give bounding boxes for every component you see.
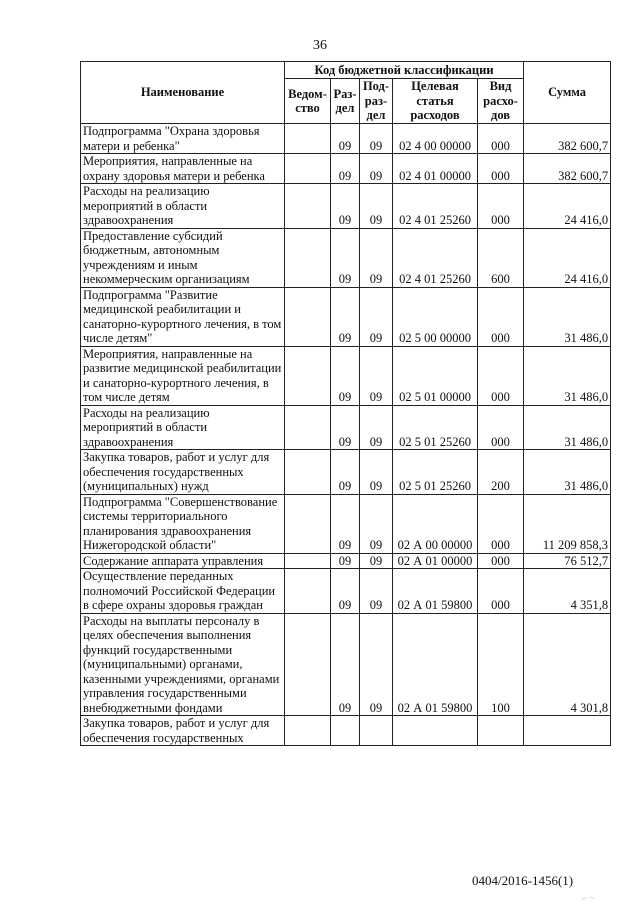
cell-subsection: 09 — [360, 346, 393, 405]
cell-type: 000 — [478, 154, 524, 184]
cell-subsection: 09 — [360, 154, 393, 184]
cell-type: 000 — [478, 494, 524, 553]
cell-target: 02 А 01 59800 — [393, 569, 478, 614]
table-row — [81, 613, 611, 716]
cell-dept — [285, 228, 331, 287]
cell-amount — [524, 716, 611, 746]
cell-dept — [285, 569, 331, 614]
cell-amount: 31 486,0 — [524, 287, 611, 346]
cell-target: 02 А 00 00000 — [393, 494, 478, 553]
table-row — [81, 494, 611, 553]
cell-subsection: 09 — [360, 553, 393, 569]
cell-amount: 31 486,0 — [524, 450, 611, 495]
budget-table — [80, 61, 611, 746]
table-row — [81, 716, 611, 746]
cell-section: 09 — [331, 287, 360, 346]
cell-target — [393, 716, 478, 746]
cell-type: 000 — [478, 405, 524, 450]
table-row — [81, 228, 611, 287]
cell-section: 09 — [331, 553, 360, 569]
cell-name: Закупка товаров, работ и услуг для обеспечения государственных — [81, 716, 285, 746]
cell-amount: 11 209 858,3 — [524, 494, 611, 553]
cell-amount: 76 512,7 — [524, 553, 611, 569]
cell-target: 02 4 01 25260 — [393, 184, 478, 229]
cell-amount: 24 416,0 — [524, 228, 611, 287]
cell-amount: 4 351,8 — [524, 569, 611, 614]
cell-type: 000 — [478, 569, 524, 614]
cell-section: 09 — [331, 569, 360, 614]
cell-name: Мероприятия, направленные на развитие медицинской реабилитации и санаторно-курортного лечения, в том числе детям — [81, 346, 285, 405]
cell-target: 02 А 01 00000 — [393, 553, 478, 569]
cell-subsection: 09 — [360, 228, 393, 287]
cell-name: Осуществление переданных полномочий Российской Федерации в сфере охраны здоровья граждан — [81, 569, 285, 614]
cell-subsection: 09 — [360, 184, 393, 229]
cell-dept — [285, 287, 331, 346]
cell-dept — [285, 405, 331, 450]
cell-subsection — [360, 716, 393, 746]
cell-section: 09 — [331, 154, 360, 184]
cell-subsection: 09 — [360, 569, 393, 614]
cell-type — [478, 716, 524, 746]
cell-name: Мероприятия, направленные на охрану здоровья матери и ребенка — [81, 154, 285, 184]
table-row — [81, 184, 611, 229]
cell-name: Подпрограмма "Охрана здоровья матери и ребенка" — [81, 124, 285, 154]
page-number: 36 — [313, 38, 327, 53]
table-row — [81, 346, 611, 405]
cell-dept — [285, 494, 331, 553]
table-row — [81, 124, 611, 154]
table-row — [81, 154, 611, 184]
cell-dept — [285, 450, 331, 495]
cell-section: 09 — [331, 346, 360, 405]
cell-dept — [285, 346, 331, 405]
cell-amount: 24 416,0 — [524, 184, 611, 229]
table-row — [81, 405, 611, 450]
cell-section: 09 — [331, 184, 360, 229]
cell-type: 100 — [478, 613, 524, 716]
table-body — [81, 124, 611, 746]
table-row — [81, 553, 611, 569]
cell-name: Расходы на выплаты персоналу в целях обеспечения выполнения функций государственными (муниципальными) органами, казенными учреждениями, органами управления государственными внебюджетными фондами — [81, 613, 285, 716]
cell-dept — [285, 613, 331, 716]
cell-amount: 382 600,7 — [524, 124, 611, 154]
header-name: Наименование — [81, 62, 285, 124]
cell-type: 000 — [478, 553, 524, 569]
cell-name: Подпрограмма "Развитие медицинской реабилитации и санаторно-курортного лечения, в том числе детям" — [81, 287, 285, 346]
cell-target: 02 5 00 00000 — [393, 287, 478, 346]
cell-name: Содержание аппарата управления — [81, 553, 285, 569]
cell-subsection: 09 — [360, 405, 393, 450]
cell-dept — [285, 124, 331, 154]
table-row — [81, 569, 611, 614]
cell-name: Подпрограмма "Совершенствование системы территориального планирования здравоохранения Нижегородской области" — [81, 494, 285, 553]
cell-type: 200 — [478, 450, 524, 495]
cell-target: 02 А 01 59800 — [393, 613, 478, 716]
cell-section: 09 — [331, 405, 360, 450]
header-target: Целевая статья расходов — [393, 79, 478, 124]
cell-target: 02 4 00 00000 — [393, 124, 478, 154]
cell-target: 02 5 01 00000 — [393, 346, 478, 405]
cell-section: 09 — [331, 124, 360, 154]
cell-section: 09 — [331, 494, 360, 553]
cell-subsection: 09 — [360, 613, 393, 716]
header-section: Раз-дел — [331, 79, 360, 124]
cell-target: 02 5 01 25260 — [393, 450, 478, 495]
cell-subsection: 09 — [360, 124, 393, 154]
cell-amount: 4 301,8 — [524, 613, 611, 716]
header-subsection: Под-раз-дел — [360, 79, 393, 124]
cell-name: Расходы на реализацию мероприятий в области здравоохранения — [81, 405, 285, 450]
cell-name: Закупка товаров, работ и услуг для обеспечения государственных (муниципальных) нужд — [81, 450, 285, 495]
cell-section — [331, 716, 360, 746]
cell-type: 000 — [478, 287, 524, 346]
cell-amount: 382 600,7 — [524, 154, 611, 184]
cell-section: 09 — [331, 613, 360, 716]
cell-dept — [285, 154, 331, 184]
header-amount: Сумма — [524, 62, 611, 124]
cell-section: 09 — [331, 228, 360, 287]
cell-amount: 31 486,0 — [524, 405, 611, 450]
cell-target: 02 4 01 25260 — [393, 228, 478, 287]
cell-type: 600 — [478, 228, 524, 287]
cell-type: 000 — [478, 124, 524, 154]
cell-section: 09 — [331, 450, 360, 495]
header-type: Вид расхо-дов — [478, 79, 524, 124]
cell-type: 000 — [478, 184, 524, 229]
cell-target: 02 5 01 25260 — [393, 405, 478, 450]
header-dept: Ведом-ство — [285, 79, 331, 124]
cell-subsection: 09 — [360, 450, 393, 495]
table-row — [81, 450, 611, 495]
cell-subsection: 09 — [360, 494, 393, 553]
cell-type: 000 — [478, 346, 524, 405]
table-header-row — [81, 62, 611, 79]
cell-dept — [285, 716, 331, 746]
cell-amount: 31 486,0 — [524, 346, 611, 405]
header-classification-code: Код бюджетной классификации — [285, 62, 524, 79]
document-code: 0404/2016-1456(1) — [472, 873, 574, 888]
cell-target: 02 4 01 00000 — [393, 154, 478, 184]
cell-dept — [285, 184, 331, 229]
cell-name: Расходы на реализацию мероприятий в области здравоохранения — [81, 184, 285, 229]
cell-subsection: 09 — [360, 287, 393, 346]
table-row — [81, 287, 611, 346]
cell-dept — [285, 553, 331, 569]
cell-name: Предоставление субсидий бюджетным, автономным учреждениям и иным некоммерческим организациям — [81, 228, 285, 287]
scan-mark: ⌐ ~ — [582, 893, 595, 903]
